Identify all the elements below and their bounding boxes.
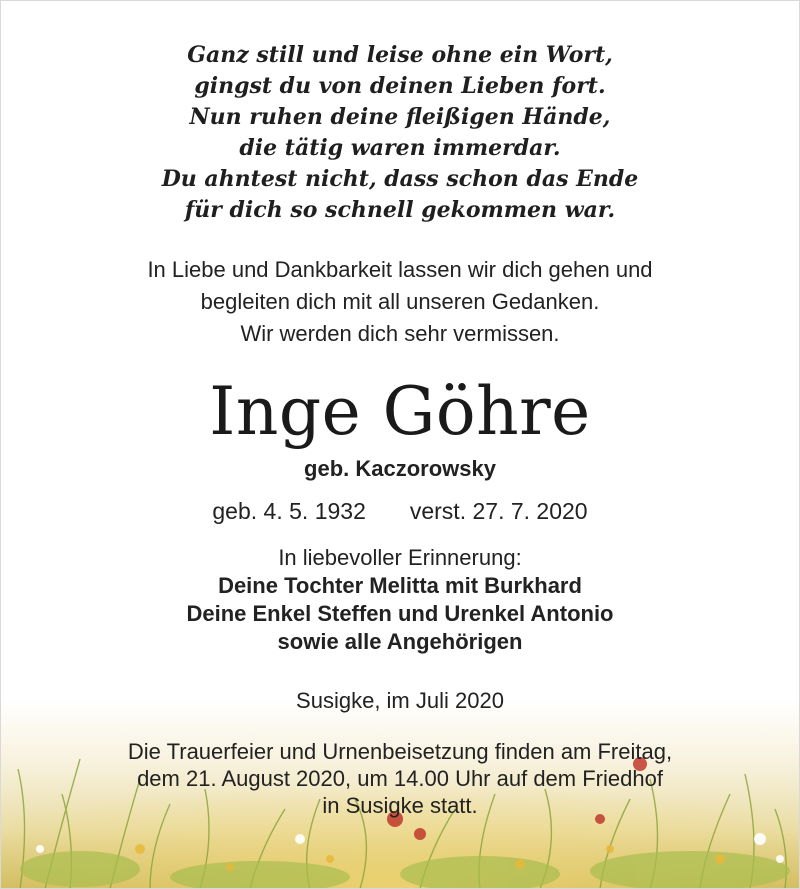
funeral-service-info: [0, 738, 800, 819]
death-date: verst. 27. 7. 2020: [409, 498, 588, 524]
service-line: Die Trauerfeier und Urnenbeisetzung finden am Freitag,: [127, 739, 673, 764]
poem-line: gingst du von deinen Lieben fort.: [194, 73, 606, 99]
mourner-line: Deine Tochter Melitta mit Burkhard: [218, 573, 582, 598]
maiden-name: geb. Kaczorowsky: [304, 456, 496, 481]
poem: [0, 40, 800, 226]
intro-line: Wir werden dich sehr vermissen.: [240, 321, 560, 346]
service-line: in Susigke statt.: [322, 793, 478, 818]
intro-line: In Liebe und Dankbarkeit lassen wir dich gehen und: [147, 257, 653, 282]
place-and-date: Susigke, im Juli 2020: [296, 688, 504, 713]
deceased-name: Inge Göhre: [209, 373, 591, 450]
poem-line: für dich so schnell gekommen war.: [184, 197, 616, 223]
service-line: dem 21. August 2020, um 14.00 Uhr auf dem Friedhof: [137, 766, 663, 791]
mourner-line: sowie alle Angehörigen: [277, 629, 523, 654]
intro-line: begleiten dich mit all unseren Gedanken.: [200, 289, 600, 314]
poem-line: Nun ruhen deine fleißigen Hände,: [189, 104, 611, 130]
memory-heading: In liebevoller Erinnerung:: [278, 545, 522, 570]
poem-line: Ganz still und leise ohne ein Wort,: [187, 42, 613, 68]
poem-line: Du ahntest nicht, dass schon das Ende: [161, 166, 639, 192]
life-dates: [0, 496, 800, 526]
birth-date: geb. 4. 5. 1932: [212, 498, 366, 524]
intro-text: [0, 254, 800, 350]
mourner-line: Deine Enkel Steffen und Urenkel Antonio: [186, 601, 614, 626]
poem-line: die tätig waren immerdar.: [239, 135, 561, 161]
mourners-block: [0, 544, 800, 656]
